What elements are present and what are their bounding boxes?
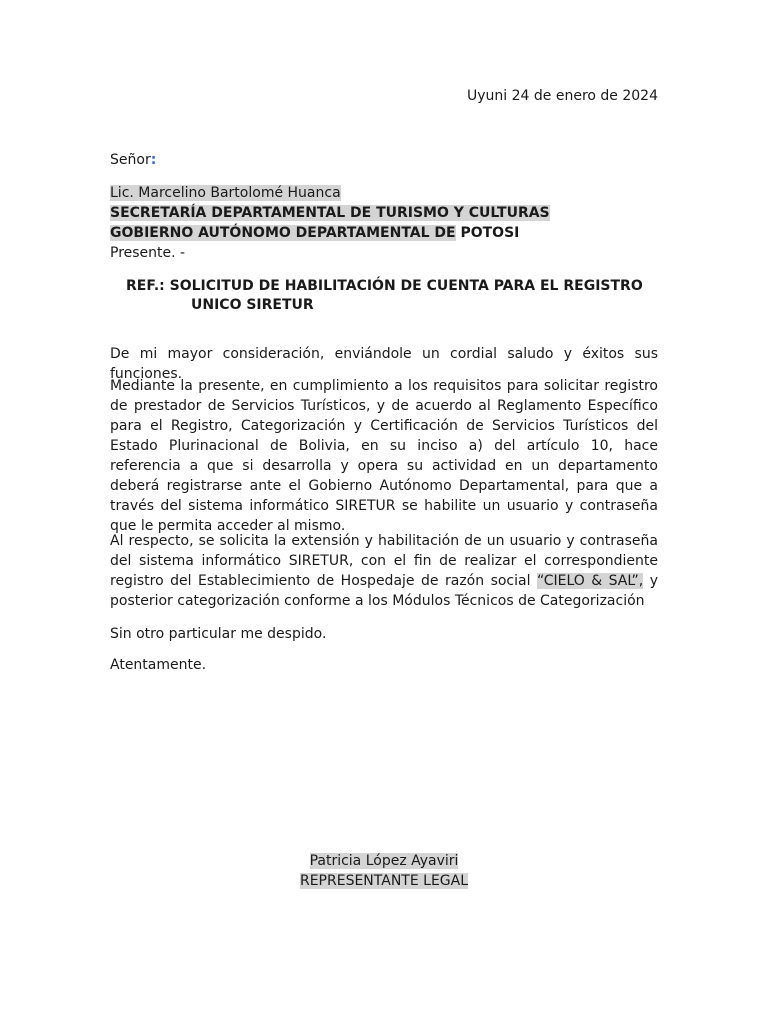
body-paragraph-3-start: Al respecto, se solicita la extensión y habilitación de un usuario y contraseña del sistema informático SIRETUR, con el fin de realizar el correspondiente registro del Establecimiento de Hospedaje de razón social: [110, 533, 658, 589]
reference-line-2: UNICO SIRETUR: [191, 297, 314, 313]
recipient-name-line: [110, 183, 341, 203]
business-name-highlight: “CIELO & SAL”,: [536, 573, 644, 589]
signature-name: Patricia López Ayaviri: [309, 853, 459, 869]
greeting-colon: :: [150, 152, 157, 168]
body-paragraph-3: [110, 531, 658, 611]
body-paragraph-3-end: y posterior categorización conforme a los Módulos Técnicos de Categorización: [110, 573, 658, 609]
body-paragraph-1: De mi mayor consideración, enviándole un cordial saludo y éxitos sus funciones.: [110, 346, 658, 382]
recipient-government-line: [110, 223, 519, 243]
recipient-government: GOBIERNO AUTÓNOMO DEPARTAMENTAL DE: [110, 225, 456, 241]
presente-line: Presente. -: [110, 245, 186, 261]
letter-date: Uyuni 24 de enero de 2024: [467, 88, 658, 104]
signature-name-line: [0, 851, 768, 871]
reference-line-1: REF.: SOLICITUD DE HABILITACIÓN DE CUENTA PARA EL REGISTRO: [126, 278, 643, 294]
body-paragraph-2: Mediante la presente, en cumplimiento a los requisitos para solicitar registro de prestador de Servicios Turísticos, y de acuerdo al Reglamento Específico para el Registro, Categorización y Certificación de Servicios Turísticos del Estado Plurinacional de Bolivia, en su inciso a) del artículo 10, hace referencia a que si desarrolla y opera su actividad en un departamento deberá registrarse ante el Gobierno Autónomo Departamental, para que a través del sistema informático SIRETUR se habilite un usuario y contraseña que le permita acceder al mismo.: [110, 378, 658, 534]
recipient-government-city: POTOSI: [455, 225, 520, 241]
greeting-text: Señor: [110, 152, 151, 168]
recipient-office-line: [110, 203, 550, 223]
closing-line: Sin otro particular me despido.: [110, 626, 327, 642]
greeting: [110, 150, 156, 170]
signature-title: REPRESENTANTE LEGAL: [299, 873, 469, 889]
recipient-name: Lic. Marcelino Bartolomé Huanca: [110, 185, 341, 201]
signature-title-line: [0, 871, 768, 891]
sign-off: Atentamente.: [110, 657, 207, 673]
recipient-office: SECRETARÍA DEPARTAMENTAL DE TURISMO Y CULTURAS: [110, 205, 550, 221]
